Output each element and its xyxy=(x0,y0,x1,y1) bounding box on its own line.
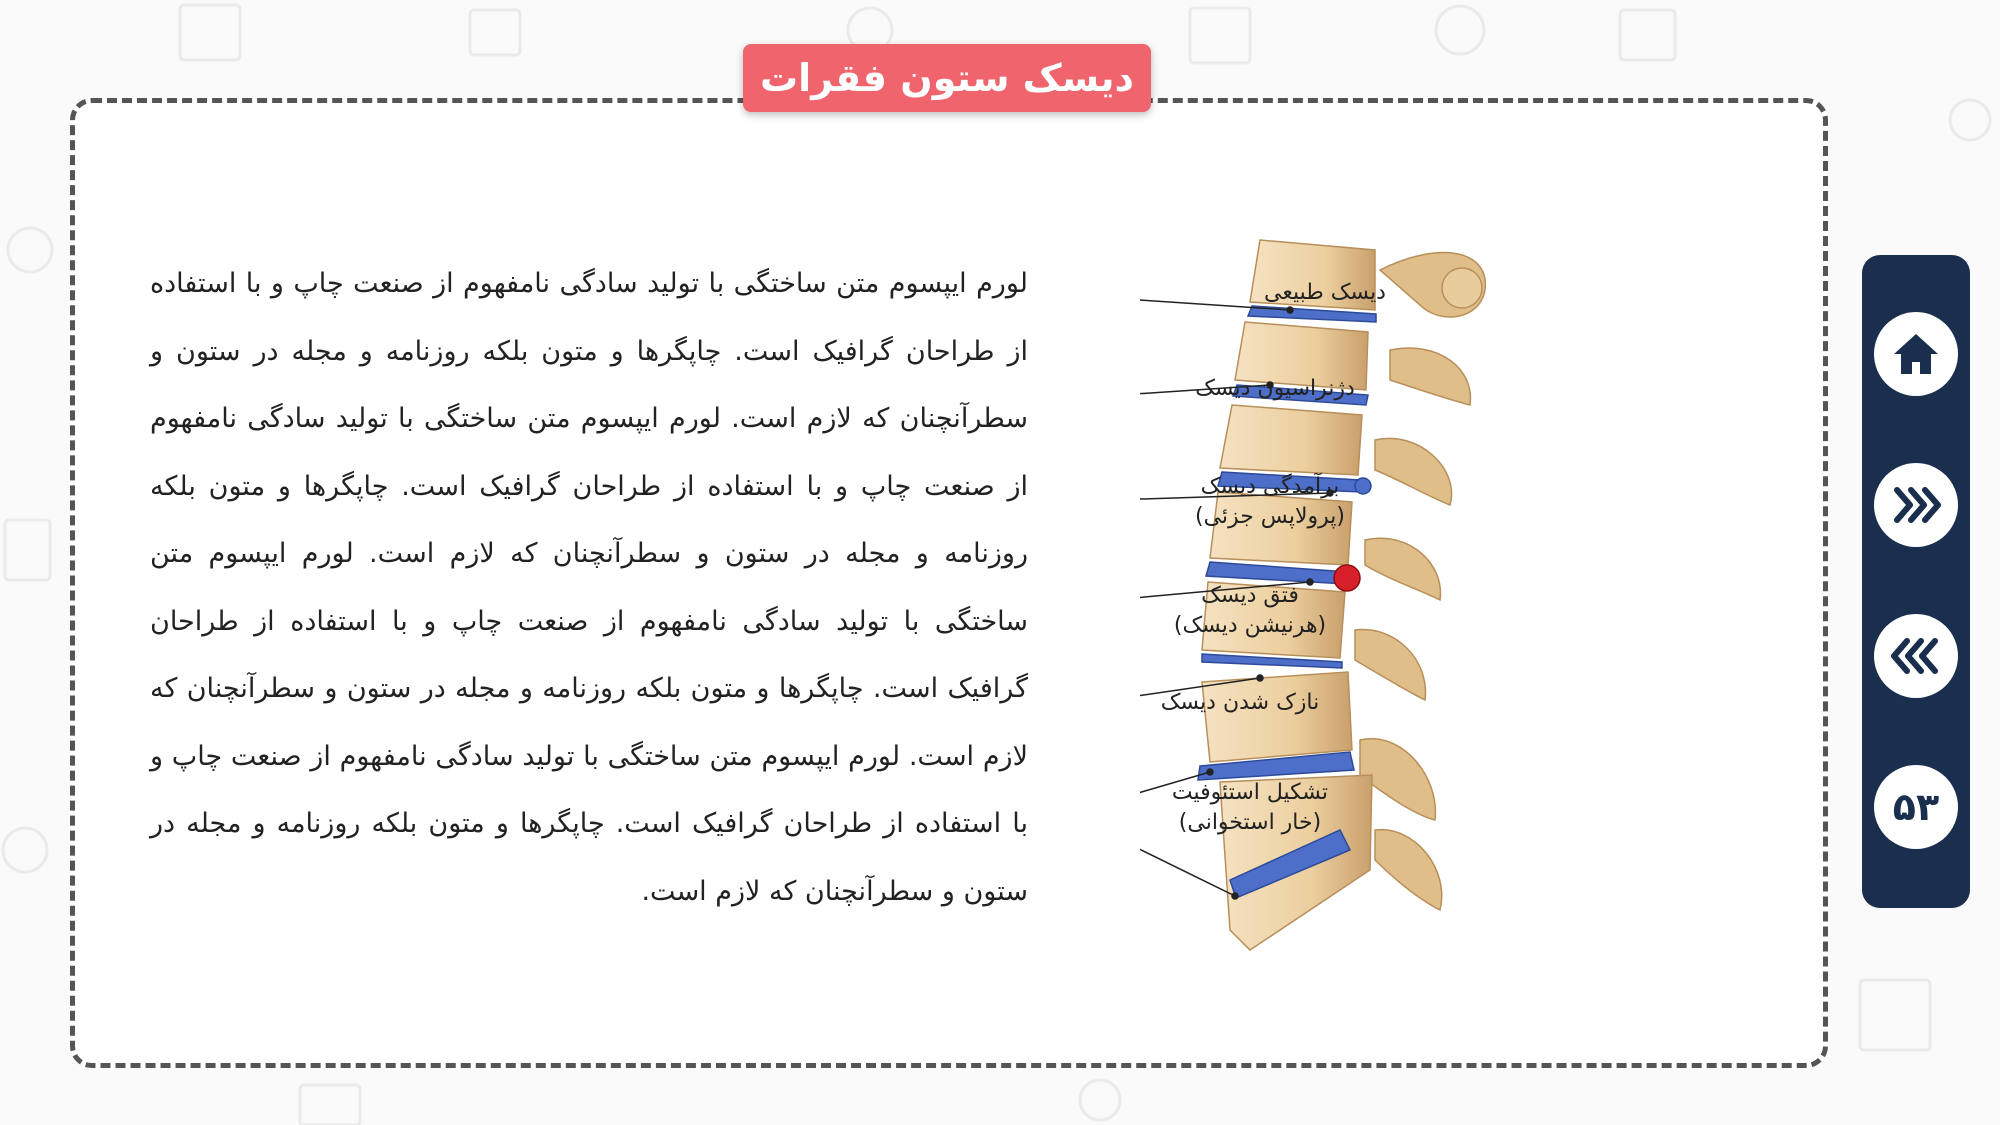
label-disc-herniation: فتق دیسک (هرنیشن دیسک) xyxy=(1173,583,1327,638)
navigation-panel xyxy=(1862,255,1970,908)
slide-title: دیسک ستون فقرات xyxy=(743,44,1151,112)
page-number: ۵۳ xyxy=(1892,785,1940,829)
label-osteophyte: تشکیل استئوفیت (خار استخوانی) xyxy=(1171,780,1329,835)
label-disc-bulge: برآمدگی دیسک (پرولاپس جزئی) xyxy=(1195,474,1345,529)
previous-button[interactable] xyxy=(1874,614,1958,698)
body-paragraph: لورم ایپسوم متن ساختگی با تولید سادگی نامفهوم از صنعت چاپ و با استفاده از طراحان گرافیک است. چاپگرها و متون بلکه روزنامه و مجله در ستون و سطرآنچنان که لازم است. لورم ایپسوم متن ساختگی با تولید سادگی نامفهوم از صنعت چاپ و با استفاده از طراحان گرافیک است. چاپگرها و متون بلکه روزنامه و مجله در ستون و سطرآنچنان که لازم است. لورم ایپسوم متن ساختگی با تولید سادگی نامفهوم از صنعت چاپ و با استفاده از طراحان گرافیک است. چاپگرها و متون بلکه روزنامه و مجله در ستون و سطرآنچنان که لازم است. لورم ایپسوم متن ساختگی با تولید سادگی نامفهوم از صنعت چاپ و با استفاده از طراحان گرافیک است. چاپگرها و متون بلکه روزنامه و مجله در ستون و سطرآنچنان که لازم است. xyxy=(150,268,1028,907)
label-normal-disc: دیسک طبیعی xyxy=(1264,280,1386,305)
double-chevron-left-icon xyxy=(1891,636,1941,676)
double-chevron-right-icon xyxy=(1891,485,1941,525)
home-button[interactable] xyxy=(1874,312,1958,396)
home-icon xyxy=(1892,332,1940,376)
label-disc-thinning: نازک شدن دیسک xyxy=(1160,690,1320,715)
next-button[interactable] xyxy=(1874,463,1958,547)
page-number-badge xyxy=(1874,765,1958,849)
label-disc-degeneration: دژنراسیون دیسک xyxy=(1195,376,1355,401)
